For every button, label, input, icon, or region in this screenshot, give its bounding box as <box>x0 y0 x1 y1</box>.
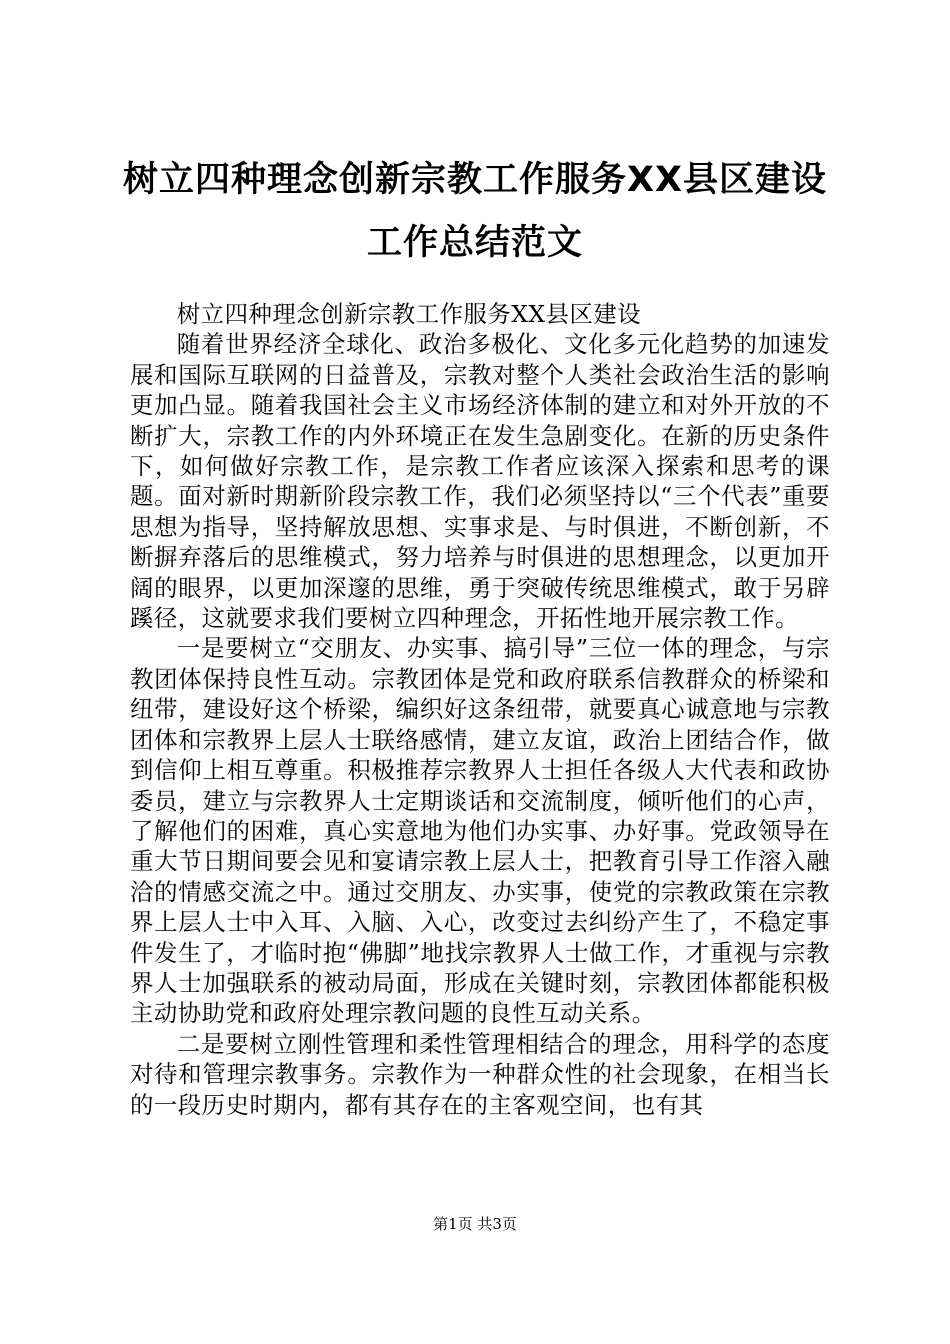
paragraph-point-one: 一是要树立“交朋友、办实事、搞引导”三位一体的理念，与宗教团体保持良性互动。宗教团体是党和政府联系信教群众的桥梁和纽带，建设好这个桥梁，编织好这条纽带，就要真心诚意地与宗教团体和宗教界上层人士联络感情，建立友谊，政治上团结合作，做到信仰上相互尊重。积极推荐宗教界人士担任各级人大代表和政协委员，建立与宗教界人士定期谈话和交流制度，倾听他们的心声，了解他们的困难，真心实意地为他们办实事、办好事。党政领导在重大节日期间要会见和宴请宗教上层人士，把教育引导工作溶入融洽的情感交流之中。通过交朋友、办实事，使党的宗教政策在宗教界上层人士中入耳、入脑、入心，改变过去纠纷产生了，不稳定事件发生了，才临时抱“佛脚”地找宗教界人士做工作，才重视与宗教界人士加强联系的被动局面，形成在关键时刻，宗教团体都能积极主动协助党和政府处理宗教问题的良性互动关系。 <box>130 634 830 1028</box>
paragraph-subtitle: 树立四种理念创新宗教工作服务XX县区建设 <box>176 300 642 328</box>
paragraph-point-two: 二是要树立刚性管理和柔性管理相结合的理念，用科学的态度对待和管理宗教事务。宗教作为一种群众性的社会现象，在相当长的一段历史时期内，都有其存在的主客观空间，也有其 <box>130 1029 830 1119</box>
document-body <box>130 299 830 1120</box>
paragraph-intro: 随着世界经济全球化、政治多极化、文化多元化趋势的加速发展和国际互联网的日益普及，宗教对整个人类社会政治生活的影响更加凸显。随着我国社会主义市场经济体制的建立和对外开放的不断扩大，宗教工作的内外环境正在发生急剧变化。在新的历史条件下，如何做好宗教工作，是宗教工作者应该深入探索和思考的课题。面对新时期新阶段宗教工作，我们必须坚持以“三个代表”重要思想为指导，坚持解放思想、实事求是、与时俱进，不断创新，不断摒弃落后的思维模式，努力培养与时俱进的思想理念，以更加开阔的眼界，以更加深邃的思维，勇于突破传统思维模式，敢于另辟蹊径，这就要求我们要树立四种理念，开拓性地开展宗教工作。 <box>130 330 830 633</box>
document-title-line-2: 工作总结范文 <box>366 223 583 263</box>
page-footer: 第1页 共3页 <box>433 1215 517 1233</box>
document-title-line-1: 树立四种理念创新宗教工作服务XX县区建设 <box>123 160 827 200</box>
